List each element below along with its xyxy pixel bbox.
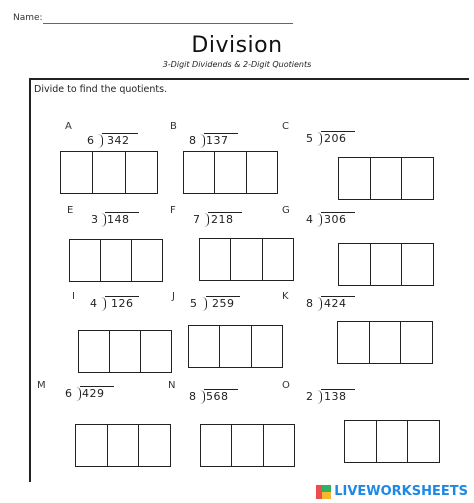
- answer-cell[interactable]: [339, 244, 371, 285]
- answer-boxes: [344, 420, 440, 463]
- dividend: 137: [206, 134, 229, 147]
- problem-letter: N: [168, 380, 176, 391]
- answer-boxes: [60, 151, 158, 194]
- dividend: 218: [211, 213, 234, 226]
- answer-cell[interactable]: [70, 240, 101, 281]
- divisor: 8: [189, 134, 197, 147]
- answer-cell[interactable]: [408, 421, 439, 462]
- answer-cell[interactable]: [201, 425, 232, 466]
- dividend: 429: [82, 387, 105, 400]
- answer-cell[interactable]: [402, 158, 433, 199]
- answer-cell[interactable]: [371, 244, 403, 285]
- answer-cell[interactable]: [263, 239, 293, 280]
- answer-cell[interactable]: [132, 240, 162, 281]
- answer-cell[interactable]: [247, 152, 277, 193]
- dividend: 342: [107, 134, 130, 147]
- dividend: 148: [107, 213, 130, 226]
- answer-cell[interactable]: [231, 239, 262, 280]
- dividend: 306: [324, 213, 347, 226]
- problem-letter: O: [282, 380, 290, 391]
- answer-cell[interactable]: [184, 152, 215, 193]
- answer-cell[interactable]: [215, 152, 246, 193]
- name-line[interactable]: [43, 23, 293, 24]
- answer-cell[interactable]: [126, 152, 157, 193]
- answer-boxes: [338, 157, 434, 200]
- answer-boxes: [75, 424, 171, 467]
- divisor: 5: [190, 297, 198, 310]
- answer-cell[interactable]: [232, 425, 263, 466]
- answer-cell[interactable]: [377, 421, 409, 462]
- problem-letter: C: [282, 121, 289, 132]
- problem-letter: E: [67, 205, 74, 216]
- problem-letter: I: [72, 291, 75, 302]
- problem-letter: A: [65, 121, 72, 132]
- answer-cell[interactable]: [93, 152, 125, 193]
- answer-cell[interactable]: [220, 326, 251, 367]
- answer-boxes: [338, 243, 434, 286]
- dividend: 206: [324, 132, 347, 145]
- answer-boxes: [200, 424, 295, 467]
- answer-boxes: [183, 151, 278, 194]
- liveworksheets-icon: [316, 485, 331, 499]
- problem-letter: J: [172, 291, 175, 302]
- dividend: 126: [111, 297, 134, 310]
- name-label: Name:: [13, 13, 43, 23]
- answer-cell[interactable]: [338, 322, 370, 363]
- divisor: 2: [306, 390, 314, 403]
- divisor: 8: [189, 390, 197, 403]
- answer-cell[interactable]: [401, 322, 432, 363]
- dividend: 568: [206, 390, 229, 403]
- answer-cell[interactable]: [108, 425, 140, 466]
- answer-boxes: [69, 239, 163, 282]
- answer-cell[interactable]: [61, 152, 93, 193]
- divisor: 6: [65, 387, 73, 400]
- page-title: Division: [191, 33, 283, 58]
- answer-cell[interactable]: [101, 240, 132, 281]
- problem-letter: B: [170, 121, 177, 132]
- answer-cell[interactable]: [345, 421, 377, 462]
- answer-boxes: [78, 330, 172, 373]
- answer-cell[interactable]: [264, 425, 294, 466]
- answer-cell[interactable]: [370, 322, 402, 363]
- answer-boxes: [188, 325, 283, 368]
- problem-letter: F: [170, 205, 176, 216]
- brand-text: LIVEWORKSHEETS: [334, 484, 468, 499]
- divisor: 6: [87, 134, 95, 147]
- page-subtitle: 3-Digit Dividends & 2-Digit Quotients: [162, 60, 312, 69]
- answer-cell[interactable]: [200, 239, 231, 280]
- problem-letter: M: [37, 380, 46, 391]
- divisor: 7: [193, 213, 201, 226]
- answer-cell[interactable]: [76, 425, 108, 466]
- instructions: Divide to find the quotients.: [34, 84, 168, 95]
- divisor: 3: [91, 213, 99, 226]
- answer-cell[interactable]: [371, 158, 403, 199]
- dividend: 424: [324, 297, 347, 310]
- divisor: 4: [306, 213, 314, 226]
- answer-cell[interactable]: [339, 158, 371, 199]
- answer-boxes: [199, 238, 294, 281]
- problem-letter: K: [282, 291, 289, 302]
- answer-cell[interactable]: [189, 326, 220, 367]
- answer-cell[interactable]: [79, 331, 110, 372]
- answer-cell[interactable]: [141, 331, 171, 372]
- answer-cell[interactable]: [252, 326, 282, 367]
- answer-cell[interactable]: [402, 244, 433, 285]
- problem-letter: G: [282, 205, 290, 216]
- liveworksheets-logo[interactable]: [316, 484, 468, 499]
- divisor: 8: [306, 297, 314, 310]
- answer-cell[interactable]: [139, 425, 170, 466]
- divisor: 5: [306, 132, 314, 145]
- divisor: 4: [90, 297, 98, 310]
- dividend: 259: [212, 297, 235, 310]
- dividend: 138: [324, 390, 347, 403]
- answer-cell[interactable]: [110, 331, 141, 372]
- answer-boxes: [337, 321, 433, 364]
